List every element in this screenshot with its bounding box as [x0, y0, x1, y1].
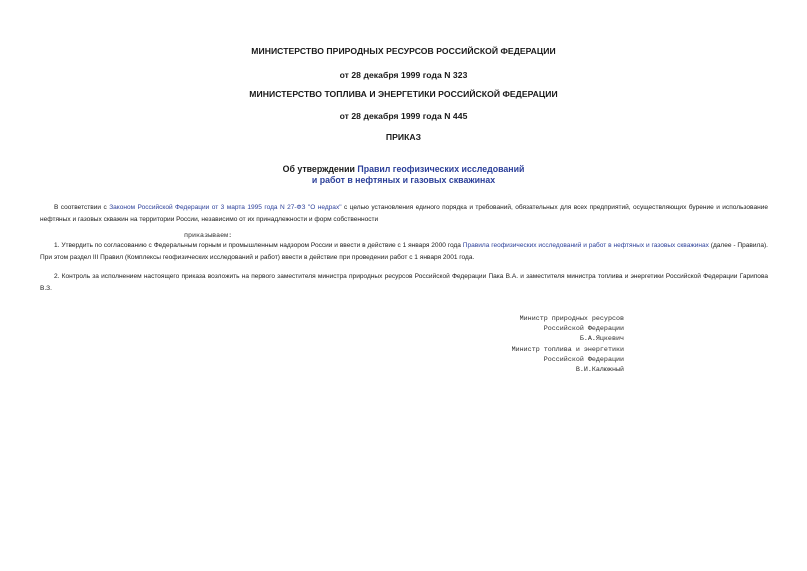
title-prefix: Об утверждении — [282, 164, 358, 174]
rules-link[interactable]: Правила геофизических исследований и работ в нефтяных и газовых скважинах — [462, 242, 709, 249]
law-link[interactable]: Законом Российской Федерации от 3 марта 1995 года N 27-ФЗ "О недрах" — [109, 204, 342, 211]
item-2-paragraph: 2. Контроль за исполнением настоящего приказа возложить на первого заместителя министра природных ресурсов Российской Федерации Пака В.А. и заместителя министра топлива и энергетики Российской Федерации Гарипова В.З. — [40, 273, 768, 293]
title-rules-link-line2[interactable]: и работ в нефтяных и газовых скважинах — [311, 175, 496, 185]
signature-block-1 — [520, 315, 624, 344]
signature-1-position: Министр природных ресурсов — [519, 315, 624, 323]
item-1-text-before: 1. Утвердить по согласованию с Федеральным горным и промышленным надзором России и ввести в действие с 1 января 2000 года — [54, 242, 463, 249]
preamble-paragraph — [40, 202, 768, 227]
preamble-text-before: В соответствии с — [54, 204, 110, 211]
signature-1-country: Российской Федерации — [543, 324, 624, 333]
title-rules-link-line1[interactable]: Правил геофизических исследований — [357, 164, 525, 174]
signature-2-country: Российской Федерации — [543, 355, 624, 364]
decree-word: приказываем: — [184, 232, 233, 240]
signature-block-2 — [512, 346, 624, 375]
preamble-text-after: с целью установления единого порядка и требований, обязательных для всех предприятий, осуществляющих бурение и использование нефтяных и газовых скважин на территории России, независимо от их принадлежности и форм собственности — [40, 204, 769, 224]
item-1-text-after: (далее - Правила). При этом раздел III Правил (Комплексы геофизических исследований и работ) ввести в действие при проведении работ с 1 января 2001 года. — [40, 242, 768, 262]
signature-2-name: В.И.Калюжный — [575, 365, 624, 374]
signature-1-name: Б.А.Яцкевич — [579, 334, 624, 343]
order-date-2: от 28 декабря 1999 года N 445 — [339, 111, 468, 121]
order-date-1: от 28 декабря 1999 года N 323 — [339, 70, 468, 80]
signature-2-position: Министр топлива и энергетики — [511, 346, 624, 354]
document-title — [0, 164, 807, 186]
item-1-paragraph — [40, 240, 768, 265]
ministry-heading-1: МИНИСТЕРСТВО ПРИРОДНЫХ РЕСУРСОВ РОССИЙСКОЙ ФЕДЕРАЦИИ — [251, 46, 556, 56]
document-type: ПРИКАЗ — [385, 132, 422, 142]
ministry-heading-2: МИНИСТЕРСТВО ТОПЛИВА И ЭНЕРГЕТИКИ РОССИЙСКОЙ ФЕДЕРАЦИИ — [249, 89, 558, 99]
